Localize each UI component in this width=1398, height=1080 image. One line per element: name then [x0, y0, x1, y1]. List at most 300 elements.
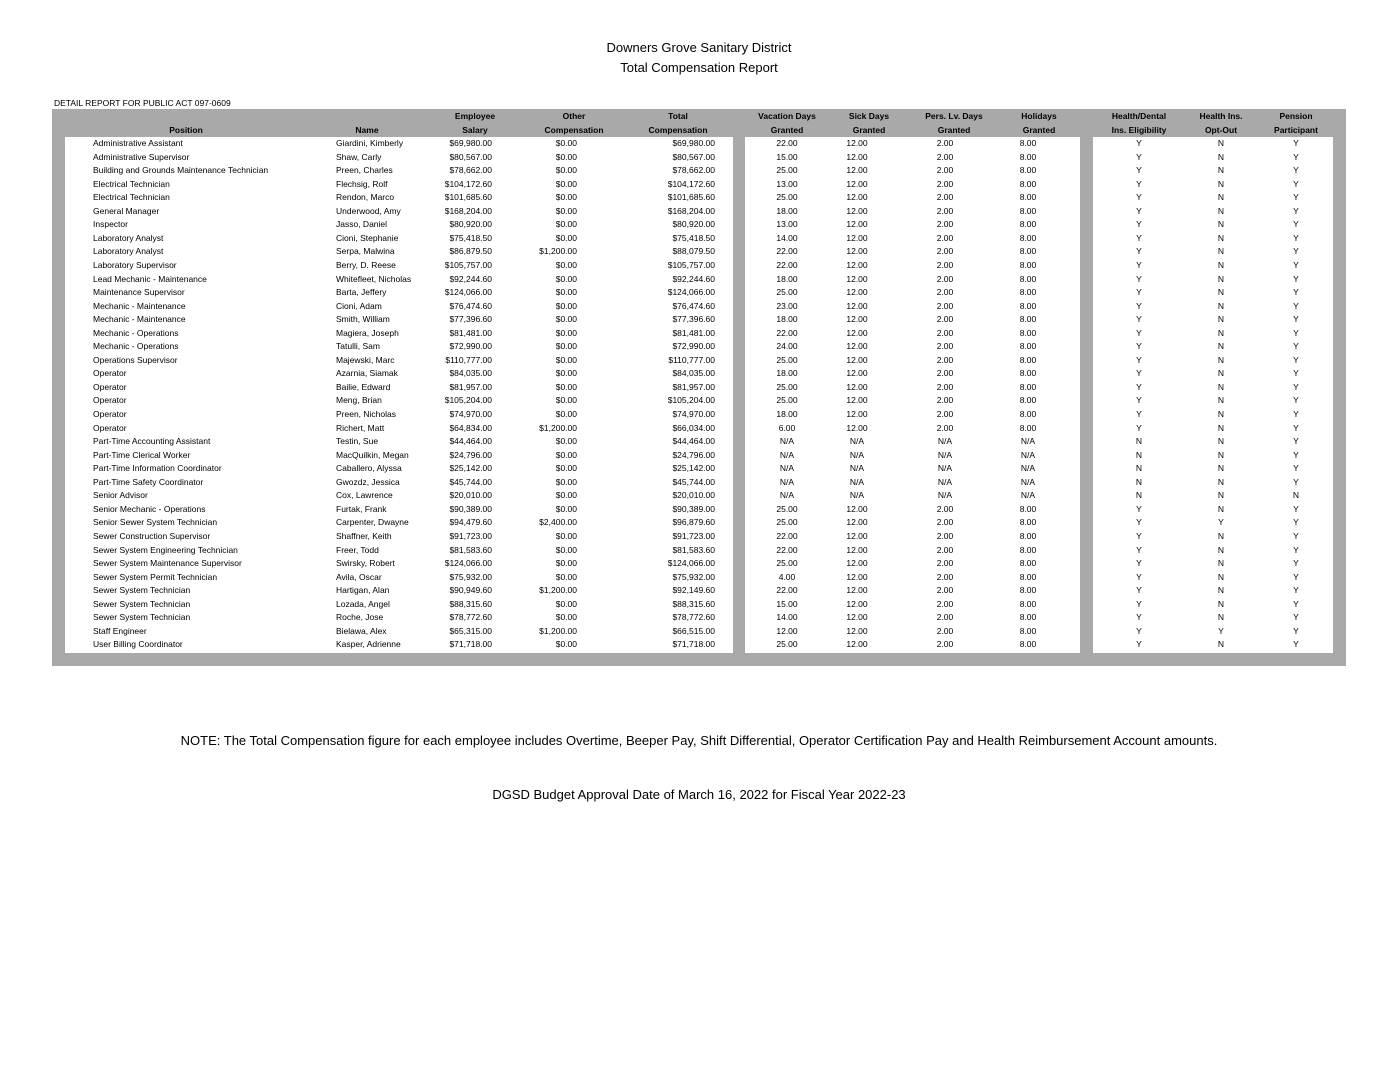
table-cell-holidays: N/A — [1020, 449, 1036, 460]
table-cell-personal-leave-days: 2.00 — [936, 503, 954, 514]
table-cell-total-comp: $78,662.00 — [672, 165, 715, 176]
table-cell-salary: $69,980.00 — [449, 138, 492, 148]
column-header-salary: Employee — [454, 111, 496, 121]
table-cell-sick-days: 12.00 — [846, 219, 868, 230]
table-cell-health-dental-eligibility: N — [1135, 476, 1143, 487]
table-cell-name: Majewski, Marc — [336, 354, 395, 365]
table-cell-position: Sewer System Technician — [93, 585, 191, 596]
table-cell-other-comp: $0.00 — [555, 476, 577, 487]
table-cell-position: User Billing Coordinator — [93, 639, 183, 650]
table-cell-other-comp: $0.00 — [555, 327, 577, 338]
table-cell-salary: $86,879.50 — [449, 246, 492, 257]
table-cell-position: Operator — [93, 368, 127, 379]
table-cell-total-comp: $105,757.00 — [667, 259, 715, 270]
table-cell-position: Sewer Construction Supervisor — [93, 530, 211, 541]
table-cell-holidays: 8.00 — [1019, 571, 1037, 582]
table-cell-health-opt-out: N — [1217, 314, 1225, 325]
table-cell-salary: $24,796.00 — [449, 449, 492, 460]
table-cell-personal-leave-days: 2.00 — [936, 558, 954, 569]
table-cell-pension-participant: N — [1292, 490, 1300, 501]
table-cell-salary: $101,685.60 — [444, 192, 492, 203]
table-cell-sick-days: 12.00 — [846, 259, 868, 270]
table-cell-sick-days: 12.00 — [846, 165, 868, 176]
table-cell-other-comp: $0.00 — [555, 300, 577, 311]
table-cell-personal-leave-days: 2.00 — [936, 368, 954, 379]
table-cell-name: Roche, Jose — [336, 612, 384, 623]
table-cell-position: Operator — [93, 381, 127, 392]
table-cell-health-opt-out: N — [1217, 354, 1225, 365]
table-cell-pension-participant: Y — [1293, 381, 1299, 392]
table-cell-holidays: 8.00 — [1019, 395, 1037, 406]
table-cell-other-comp: $0.00 — [555, 259, 577, 270]
table-cell-position: Sewer System Engineering Technician — [93, 544, 238, 555]
table-cell-position: Mechanic - Maintenance — [93, 300, 186, 311]
table-cell-personal-leave-days: 2.00 — [936, 192, 954, 203]
table-cell-pension-participant: Y — [1293, 517, 1299, 528]
table-cell-sick-days: 12.00 — [846, 246, 868, 257]
table-cell-holidays: 8.00 — [1019, 192, 1037, 203]
table-cell-sick-days: 12.00 — [846, 368, 868, 379]
table-cell-health-dental-eligibility: Y — [1136, 259, 1142, 270]
table-cell-holidays: 8.00 — [1019, 598, 1037, 609]
table-cell-position: Maintenance Supervisor — [93, 287, 185, 298]
table-cell-pension-participant: Y — [1293, 314, 1299, 325]
table-cell-sick-days: N/A — [849, 490, 865, 501]
table-cell-vacation-days: 15.00 — [776, 151, 798, 162]
table-cell-vacation-days: 14.00 — [776, 612, 798, 623]
column-header-name: Name — [355, 125, 379, 135]
table-cell-health-opt-out: N — [1217, 612, 1225, 623]
table-cell-personal-leave-days: N/A — [937, 463, 953, 474]
table-cell-health-dental-eligibility: N — [1135, 449, 1143, 460]
column-header-vacation-days: Granted — [770, 125, 804, 135]
table-cell-pension-participant: Y — [1293, 354, 1299, 365]
table-cell-total-comp: $168,204.00 — [667, 205, 715, 216]
table-cell-pension-participant: Y — [1293, 449, 1299, 460]
table-cell-health-opt-out: N — [1217, 409, 1225, 419]
table-cell-name: Preen, Nicholas — [336, 409, 397, 419]
table-cell-pension-participant: Y — [1293, 409, 1299, 419]
table-cell-other-comp: $1,200.00 — [539, 585, 577, 596]
table-cell-personal-leave-days: 2.00 — [936, 598, 954, 609]
table-cell-other-comp: $1,200.00 — [539, 625, 577, 636]
table-cell-holidays: 8.00 — [1019, 558, 1037, 569]
table-cell-health-opt-out: N — [1217, 544, 1225, 555]
table-cell-salary: $76,474.60 — [449, 300, 492, 311]
table-cell-position: Part-Time Information Coordinator — [93, 463, 222, 474]
table-cell-position: Laboratory Analyst — [93, 232, 164, 243]
table-cell-other-comp: $2,400.00 — [539, 517, 577, 528]
table-cell-other-comp: $1,200.00 — [539, 422, 577, 433]
table-cell-health-dental-eligibility: Y — [1136, 368, 1142, 379]
column-header-health-opt-out: Opt-Out — [1204, 125, 1238, 135]
table-cell-total-comp: $104,172.60 — [667, 178, 715, 189]
table-cell-holidays: N/A — [1020, 476, 1036, 487]
table-cell-personal-leave-days: 2.00 — [936, 517, 954, 528]
table-cell-sick-days: 12.00 — [846, 395, 868, 406]
table-cell-name: Azarnia, Siamak — [336, 368, 398, 379]
table-cell-sick-days: 12.00 — [846, 138, 868, 148]
table-cell-vacation-days: 25.00 — [776, 558, 798, 569]
table-cell-salary: $91,723.00 — [449, 530, 492, 541]
table-cell-holidays: 8.00 — [1019, 165, 1037, 176]
table-cell-total-comp: $92,244.60 — [672, 273, 715, 284]
table-cell-other-comp: $0.00 — [555, 273, 577, 284]
table-cell-total-comp: $77,396.60 — [672, 314, 715, 325]
table-cell-pension-participant: Y — [1293, 585, 1299, 596]
table-cell-salary: $75,418.50 — [449, 232, 492, 243]
table-cell-holidays: 8.00 — [1019, 246, 1037, 257]
table-cell-vacation-days: N/A — [779, 436, 795, 447]
table-cell-health-opt-out: N — [1217, 598, 1225, 609]
table-cell-health-opt-out: N — [1217, 476, 1225, 487]
table-cell-sick-days: 12.00 — [846, 517, 868, 528]
table-cell-health-dental-eligibility: Y — [1136, 192, 1142, 203]
table-cell-health-dental-eligibility: Y — [1136, 503, 1142, 514]
table-cell-personal-leave-days: 2.00 — [936, 341, 954, 352]
table-cell-total-comp: $25,142.00 — [672, 463, 715, 474]
table-cell-salary: $81,583.60 — [449, 544, 492, 555]
table-cell-name: Rendon, Marco — [336, 192, 395, 203]
table-cell-pension-participant: Y — [1293, 205, 1299, 216]
table-cell-holidays: 8.00 — [1019, 273, 1037, 284]
table-cell-sick-days: 12.00 — [846, 409, 868, 419]
table-cell-pension-participant: Y — [1293, 300, 1299, 311]
table-cell-name: Caballero, Alyssa — [336, 463, 402, 474]
table-cell-salary: $75,932.00 — [449, 571, 492, 582]
table-cell-position: Operator — [93, 409, 127, 419]
table-cell-health-opt-out: N — [1217, 368, 1225, 379]
table-cell-total-comp: $88,315.60 — [672, 598, 715, 609]
column-header-position: Position — [169, 125, 203, 135]
table-cell-health-dental-eligibility: Y — [1136, 381, 1142, 392]
table-cell-position: Operator — [93, 395, 127, 406]
table-cell-name: Giardini, Kimberly — [336, 138, 404, 148]
table-cell-name: Hartigan, Alan — [336, 585, 390, 596]
table-cell-holidays: 8.00 — [1019, 639, 1037, 650]
table-cell-sick-days: 12.00 — [846, 205, 868, 216]
table-cell-pension-participant: Y — [1293, 232, 1299, 243]
table-cell-name: Berry, D. Reese — [336, 259, 396, 270]
table-cell-position: Sewer System Technician — [93, 612, 191, 623]
table-cell-other-comp: $0.00 — [555, 639, 577, 650]
table-cell-salary: $168,204.00 — [444, 205, 492, 216]
table-cell-pension-participant: Y — [1293, 639, 1299, 650]
table-cell-position: Laboratory Supervisor — [93, 259, 177, 270]
table-cell-other-comp: $0.00 — [555, 314, 577, 325]
table-cell-name: Bielawa, Alex — [336, 625, 387, 636]
table-cell-health-opt-out: N — [1217, 219, 1225, 230]
table-cell-other-comp: $0.00 — [555, 612, 577, 623]
table-cell-holidays: N/A — [1020, 436, 1036, 447]
table-cell-personal-leave-days: N/A — [937, 490, 953, 501]
table-cell-health-opt-out: N — [1217, 639, 1225, 650]
table-cell-pension-participant: Y — [1293, 503, 1299, 514]
table-cell-name: Jasso, Daniel — [336, 219, 388, 230]
table-cell-health-dental-eligibility: Y — [1136, 409, 1142, 419]
table-cell-sick-days: 12.00 — [846, 381, 868, 392]
table-cell-sick-days: 12.00 — [846, 585, 868, 596]
table-cell-personal-leave-days: 2.00 — [936, 544, 954, 555]
table-cell-sick-days: 12.00 — [846, 341, 868, 352]
table-cell-salary: $92,244.60 — [449, 273, 492, 284]
table-cell-pension-participant: Y — [1293, 558, 1299, 569]
column-header-health-dental-eligibility: Ins. Eligibility — [1111, 125, 1167, 135]
table-cell-name: Kasper, Adrienne — [336, 639, 401, 650]
table-cell-position: Part-Time Clerical Worker — [93, 449, 191, 460]
table-cell-personal-leave-days: 2.00 — [936, 314, 954, 325]
table-cell-name: Avila, Oscar — [336, 571, 382, 582]
table-cell-holidays: 8.00 — [1019, 354, 1037, 365]
table-cell-salary: $25,142.00 — [449, 463, 492, 474]
table-cell-total-comp: $80,567.00 — [672, 151, 715, 162]
table-cell-position: Senior Advisor — [93, 490, 148, 501]
table-cell-health-dental-eligibility: Y — [1136, 232, 1142, 243]
table-cell-position: General Manager — [93, 205, 160, 216]
table-cell-holidays: 8.00 — [1019, 585, 1037, 596]
table-cell-pension-participant: Y — [1293, 327, 1299, 338]
table-cell-personal-leave-days: 2.00 — [936, 232, 954, 243]
table-cell-other-comp: $0.00 — [555, 151, 577, 162]
table-cell-total-comp: $20,010.00 — [672, 490, 715, 501]
table-cell-health-dental-eligibility: N — [1135, 490, 1143, 501]
compensation-note: NOTE: The Total Compensation figure for each employee includes Overtime, Beeper Pay, Shift Differential, Operator Certification Pay and Health Reimbursement Account amounts. — [180, 733, 1218, 748]
table-cell-total-comp: $72,990.00 — [672, 341, 715, 352]
table-cell-health-dental-eligibility: Y — [1136, 612, 1142, 623]
table-cell-position: Part-Time Safety Coordinator — [93, 476, 204, 487]
table-cell-pension-participant: Y — [1293, 138, 1299, 148]
table-cell-health-dental-eligibility: Y — [1136, 287, 1142, 298]
column-header-health-opt-out: Health Ins. — [1199, 111, 1243, 121]
table-cell-vacation-days: 25.00 — [776, 165, 798, 176]
table-cell-pension-participant: Y — [1293, 476, 1299, 487]
table-cell-total-comp: $124,066.00 — [667, 287, 715, 298]
table-cell-vacation-days: 4.00 — [778, 571, 796, 582]
table-cell-salary: $104,172.60 — [444, 178, 492, 189]
table-cell-health-opt-out: N — [1217, 381, 1225, 392]
table-cell-position: Electrical Technician — [93, 192, 170, 203]
table-cell-total-comp: $69,980.00 — [672, 138, 715, 148]
table-cell-health-opt-out: N — [1217, 287, 1225, 298]
table-cell-name: Lozada, Angel — [336, 598, 390, 609]
table-cell-total-comp: $80,920.00 — [672, 219, 715, 230]
table-cell-vacation-days: 25.00 — [776, 287, 798, 298]
table-cell-salary: $84,035.00 — [449, 368, 492, 379]
table-cell-salary: $80,920.00 — [449, 219, 492, 230]
column-header-personal-leave-days: Pers. Lv. Days — [925, 111, 983, 121]
report-title: Total Compensation Report — [620, 60, 778, 75]
table-cell-health-dental-eligibility: N — [1135, 463, 1143, 474]
table-cell-other-comp: $0.00 — [555, 436, 577, 447]
table-cell-other-comp: $0.00 — [555, 368, 577, 379]
table-cell-vacation-days: N/A — [779, 476, 795, 487]
table-cell-health-opt-out: N — [1217, 192, 1225, 203]
table-cell-health-opt-out: Y — [1218, 517, 1224, 528]
table-cell-vacation-days: 25.00 — [776, 381, 798, 392]
table-cell-health-opt-out: N — [1217, 558, 1225, 569]
table-cell-total-comp: $78,772.60 — [672, 612, 715, 623]
column-header-other-comp: Compensation — [544, 125, 604, 135]
table-cell-holidays: 8.00 — [1019, 517, 1037, 528]
table-cell-personal-leave-days: 2.00 — [936, 625, 954, 636]
table-cell-vacation-days: N/A — [779, 490, 795, 501]
table-cell-sick-days: 12.00 — [846, 287, 868, 298]
table-cell-name: Flechsig, Rolf — [336, 178, 388, 189]
table-cell-health-opt-out: N — [1217, 300, 1225, 311]
table-cell-other-comp: $0.00 — [555, 178, 577, 189]
table-cell-vacation-days: 22.00 — [776, 138, 798, 148]
table-cell-total-comp: $71,718.00 — [672, 639, 715, 650]
table-cell-other-comp: $0.00 — [555, 287, 577, 298]
table-cell-vacation-days: 25.00 — [776, 517, 798, 528]
table-cell-personal-leave-days: N/A — [937, 476, 953, 487]
table-cell-health-dental-eligibility: Y — [1136, 138, 1142, 148]
table-cell-holidays: 8.00 — [1019, 530, 1037, 541]
table-cell-sick-days: N/A — [849, 449, 865, 460]
table-cell-pension-participant: Y — [1293, 544, 1299, 555]
table-cell-health-opt-out: N — [1217, 205, 1225, 216]
table-cell-name: Tatulli, Sam — [336, 341, 380, 352]
table-cell-total-comp: $96,879.60 — [672, 517, 715, 528]
column-header-holidays: Holidays — [1021, 111, 1057, 121]
table-cell-holidays: N/A — [1020, 490, 1036, 501]
table-cell-other-comp: $0.00 — [555, 558, 577, 569]
table-cell-total-comp: $74,970.00 — [672, 409, 715, 419]
table-cell-position: Operator — [93, 422, 127, 433]
table-cell-personal-leave-days: 2.00 — [936, 219, 954, 230]
table-cell-name: Underwood, Amy — [336, 205, 401, 216]
table-cell-health-dental-eligibility: Y — [1136, 151, 1142, 162]
table-cell-health-dental-eligibility: Y — [1136, 544, 1142, 555]
table-cell-health-dental-eligibility: Y — [1136, 625, 1142, 636]
table-cell-vacation-days: N/A — [779, 463, 795, 474]
table-cell-vacation-days: 25.00 — [776, 639, 798, 650]
table-cell-other-comp: $0.00 — [555, 138, 577, 148]
table-cell-holidays: 8.00 — [1019, 314, 1037, 325]
table-cell-salary: $90,389.00 — [449, 503, 492, 514]
table-cell-position: Administrative Assistant — [93, 138, 183, 148]
table-cell-position: Senior Sewer System Technician — [93, 517, 218, 528]
table-cell-health-dental-eligibility: N — [1135, 436, 1143, 447]
table-cell-personal-leave-days: 2.00 — [936, 409, 954, 419]
table-cell-name: Carpenter, Dwayne — [336, 517, 409, 528]
table-cell-personal-leave-days: 2.00 — [936, 300, 954, 311]
table-cell-personal-leave-days: 2.00 — [936, 287, 954, 298]
table-cell-pension-participant: Y — [1293, 259, 1299, 270]
table-cell-salary: $90,949.60 — [449, 585, 492, 596]
table-cell-vacation-days: 22.00 — [776, 246, 798, 257]
table-cell-health-opt-out: N — [1217, 449, 1225, 460]
table-cell-vacation-days: 12.00 — [776, 625, 798, 636]
table-cell-personal-leave-days: 2.00 — [936, 138, 954, 148]
table-cell-pension-participant: Y — [1293, 273, 1299, 284]
table-cell-other-comp: $0.00 — [555, 463, 577, 474]
table-cell-health-dental-eligibility: Y — [1136, 517, 1142, 528]
table-cell-sick-days: 12.00 — [846, 530, 868, 541]
table-cell-health-opt-out: N — [1217, 327, 1225, 338]
table-cell-health-dental-eligibility: Y — [1136, 341, 1142, 352]
table-cell-vacation-days: 25.00 — [776, 354, 798, 365]
table-cell-other-comp: $0.00 — [555, 598, 577, 609]
table-cell-health-dental-eligibility: Y — [1136, 639, 1142, 650]
table-cell-health-opt-out: N — [1217, 530, 1225, 541]
table-cell-health-opt-out: Y — [1218, 625, 1224, 636]
table-cell-sick-days: 12.00 — [846, 232, 868, 243]
table-cell-other-comp: $0.00 — [555, 354, 577, 365]
column-header-sick-days: Granted — [852, 125, 886, 135]
table-cell-health-opt-out: N — [1217, 422, 1225, 433]
table-cell-health-opt-out: N — [1217, 463, 1225, 474]
table-cell-health-dental-eligibility: Y — [1136, 585, 1142, 596]
table-cell-personal-leave-days: 2.00 — [936, 178, 954, 189]
table-cell-sick-days: 12.00 — [846, 503, 868, 514]
column-header-vacation-days: Vacation Days — [758, 111, 816, 121]
table-cell-health-dental-eligibility: Y — [1136, 354, 1142, 365]
table-cell-other-comp: $0.00 — [555, 381, 577, 392]
table-cell-position: Electrical Technician — [93, 178, 170, 189]
table-cell-health-opt-out: N — [1217, 232, 1225, 243]
table-cell-health-opt-out: N — [1217, 178, 1225, 189]
table-cell-personal-leave-days: 2.00 — [936, 639, 954, 650]
table-cell-holidays: 8.00 — [1019, 544, 1037, 555]
table-cell-sick-days: 12.00 — [846, 571, 868, 582]
table-cell-sick-days: 12.00 — [846, 612, 868, 623]
table-cell-holidays: 8.00 — [1019, 625, 1037, 636]
table-cell-position: Lead Mechanic - Maintenance — [93, 273, 207, 284]
table-cell-sick-days: 12.00 — [846, 178, 868, 189]
table-cell-sick-days: 12.00 — [846, 273, 868, 284]
table-cell-vacation-days: 13.00 — [776, 219, 798, 230]
table-cell-pension-participant: Y — [1293, 530, 1299, 541]
column-header-total-comp: Total — [668, 111, 688, 121]
table-cell-total-comp: $44,464.00 — [672, 436, 715, 447]
table-cell-health-opt-out: N — [1217, 503, 1225, 514]
table-cell-total-comp: $81,957.00 — [672, 381, 715, 392]
table-cell-vacation-days: 25.00 — [776, 192, 798, 203]
table-cell-name: Smith, William — [336, 314, 390, 325]
table-cell-health-opt-out: N — [1217, 246, 1225, 257]
table-cell-position: Mechanic - Maintenance — [93, 314, 186, 325]
table-cell-vacation-days: 6.00 — [778, 422, 796, 433]
table-cell-salary: $81,957.00 — [449, 381, 492, 392]
table-cell-health-dental-eligibility: Y — [1136, 314, 1142, 325]
table-cell-salary: $78,662.00 — [449, 165, 492, 176]
table-cell-personal-leave-days: 2.00 — [936, 259, 954, 270]
table-cell-name: Richert, Matt — [336, 422, 385, 433]
table-cell-pension-participant: Y — [1293, 341, 1299, 352]
budget-approval-line: DGSD Budget Approval Date of March 16, 2022 for Fiscal Year 2022-23 — [492, 787, 906, 802]
table-cell-holidays: 8.00 — [1019, 178, 1037, 189]
table-cell-other-comp: $0.00 — [555, 341, 577, 352]
table-cell-salary: $94,479.60 — [449, 517, 492, 528]
table-cell-personal-leave-days: N/A — [937, 449, 953, 460]
table-cell-personal-leave-days: 2.00 — [936, 571, 954, 582]
table-cell-total-comp: $66,515.00 — [672, 625, 715, 636]
table-cell-health-opt-out: N — [1217, 165, 1225, 176]
table-cell-salary: $105,757.00 — [444, 259, 492, 270]
table-cell-pension-participant: Y — [1293, 178, 1299, 189]
table-cell-health-opt-out: N — [1217, 259, 1225, 270]
table-cell-holidays: 8.00 — [1019, 205, 1037, 216]
table-cell-other-comp: $0.00 — [555, 449, 577, 460]
table-cell-position: Laboratory Analyst — [93, 246, 164, 257]
table-cell-total-comp: $101,685.60 — [667, 192, 715, 203]
table-cell-pension-participant: Y — [1293, 219, 1299, 230]
table-cell-total-comp: $92,149.60 — [672, 585, 715, 596]
table-cell-health-dental-eligibility: Y — [1136, 395, 1142, 406]
table-cell-total-comp: $91,723.00 — [672, 530, 715, 541]
column-header-personal-leave-days: Granted — [937, 125, 971, 135]
